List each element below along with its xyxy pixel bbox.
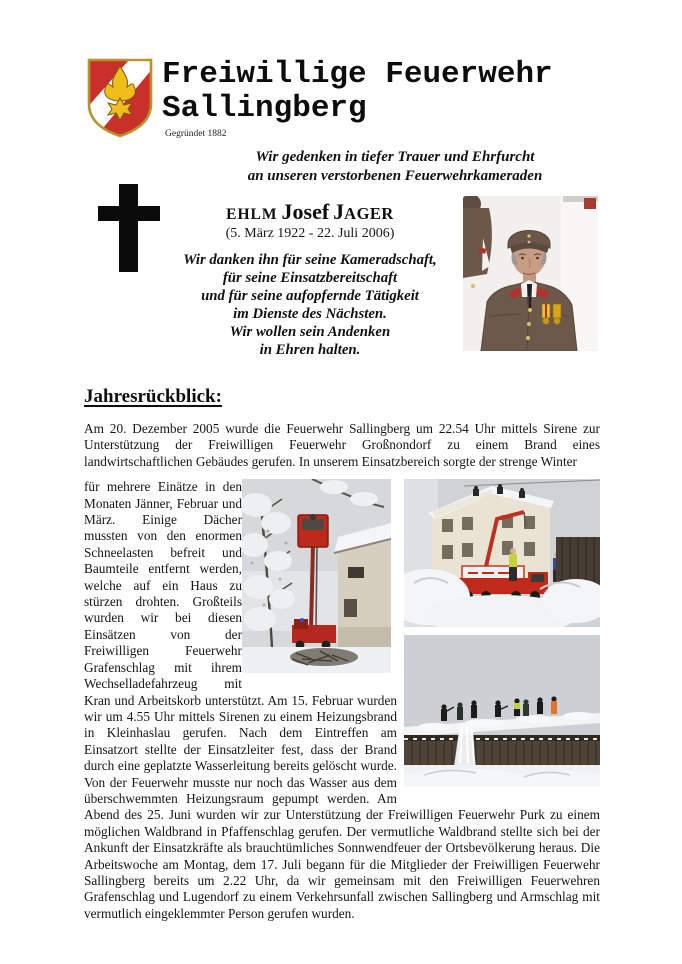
deceased-name bbox=[160, 199, 460, 225]
tribute-line: in Ehren halten. bbox=[259, 342, 361, 358]
year-review-section bbox=[84, 386, 600, 922]
photo-aerial-basket bbox=[242, 479, 391, 673]
deceased-rank: EHLM bbox=[226, 206, 278, 223]
tribute-line: und für seine aufopfernde Tätigkeit bbox=[201, 288, 419, 304]
photo-roof-snow-clearing bbox=[404, 635, 600, 787]
deceased-surname-rest: AGER bbox=[344, 204, 394, 223]
fire-brigade-shield-icon bbox=[84, 56, 156, 140]
title-block bbox=[162, 56, 553, 139]
deceased-surname-initial: J bbox=[333, 199, 345, 224]
org-title-line1: Freiwillige Feuerwehr bbox=[162, 57, 553, 92]
tribute-line: Wir danken ihn für seine Kameradschaft, bbox=[183, 252, 437, 268]
photo-column-right bbox=[404, 479, 600, 795]
tribute-line: im Dienste des Nächsten. bbox=[233, 306, 387, 322]
photo-portrait-deceased bbox=[463, 196, 598, 351]
memorial-section bbox=[84, 148, 600, 370]
photo-house-crane-truck bbox=[404, 479, 600, 627]
review-flow bbox=[84, 479, 600, 922]
review-paragraph-1: Am 20. Dezember 2005 wurde die Feuerwehr Sallingberg um 22.54 Uhr mittels Sirene zur Unterstützung der Freiwilligen Feuerwehr Großnondorf zu einem Brand eines landwirtschaftlichen Gebäudes gerufen. In unserem Einsatzbereich sorgte der strenge Winter bbox=[84, 421, 600, 469]
tribute-line: für seine Einsatzbereitschaft bbox=[222, 270, 398, 286]
year-review-heading: Jahresrückblick: bbox=[84, 386, 222, 407]
memorial-intro-line2: an unseren verstorbenen Feuerwehrkameraden bbox=[247, 167, 543, 184]
deceased-firstname: Josef bbox=[281, 199, 330, 224]
memorial-intro bbox=[180, 148, 610, 185]
memorial-tribute bbox=[160, 251, 460, 359]
org-title-line2: Sallingberg bbox=[162, 91, 367, 126]
review-paragraph-2: für mehrere Einätze in den Monaten Jänner, Februar und März. Einige Dächer mussten von den enormen Schneelasten befreit und Baumteile entfernt werden, welche auf ein Haus zu stürzen drohten. Großteils wurden wir bei diesen Einsätzen von der Freiwilligen Feuerwehr Grafenschlag mit ihrem Wechselladefahrzeug mit Kran und Arbeitskorb unterstützt. Am 15. Februar wurden wir um 4.55 Uhr mittels Sirenen zu einem Heizungsbrand in Kleinhaslau gerufen. Nach dem Eintreffen am Einsatzort stellte der Einsatzleiter fest, dass der Brand durch eine geplatzte Wasserleitung bereits gelöscht wurde. Von der Feuerwehr musste nur noch das Wasser aus dem überschwemmten Heizungsraum gepumpt werden. Am Abend des 25. Juni wurden wir zur Unterstützung der Freiwilligen Feuerwehr Purk zu einem möglichen Waldbrand in Pfaffenschlag gerufen. Der vermutliche Waldbrand stellte sich bei der Ankunft der Einsatzkräfte als brauchtümliches Sonnwendfeuer der Ortsbevölkerung heraus. Die Arbeitswoche am Montag, dem 17. Juli begann für die Mitglieder der Freiwilligen Feuerwehr Sallingberg bereits um 2.22 Uhr, da wir gemeinsam mit den Freiwilligen Feuerwehren Grafenschlag und Lugendorf zu einem Verkehrsunfall zwischen Sallingberg und Armschlag mit vermutlich eingeklemmter Person gerufen wurden. bbox=[84, 479, 600, 921]
founded-year: Gegründet 1882 bbox=[165, 129, 227, 139]
tribute-line: Wir wollen sein Andenken bbox=[229, 324, 391, 340]
document-header bbox=[84, 56, 600, 140]
mourning-cross-icon bbox=[98, 184, 160, 272]
deceased-life-dates: (5. März 1922 - 22. Juli 2006) bbox=[225, 226, 395, 241]
memorial-intro-line1: Wir gedenken in tiefer Trauer und Ehrfurcht bbox=[255, 149, 535, 165]
